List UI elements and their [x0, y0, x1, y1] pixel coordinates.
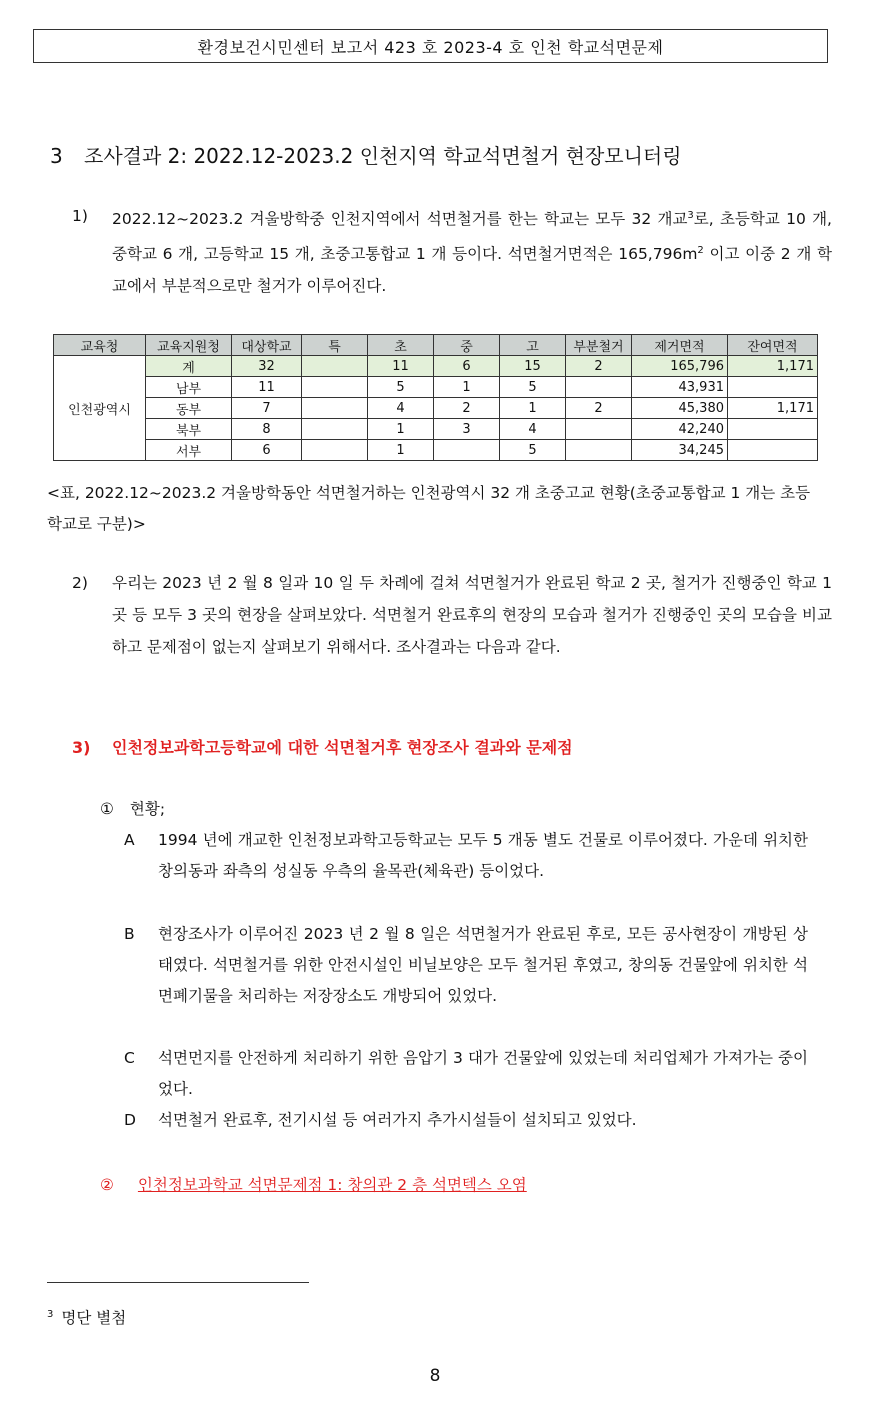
- table-cell: 5: [368, 377, 434, 398]
- status-number: ①: [100, 800, 114, 818]
- table-cell: 6: [434, 356, 500, 377]
- footnote: [47, 1306, 126, 1328]
- table-cell: 2: [566, 356, 632, 377]
- table-cell: 1: [434, 377, 500, 398]
- table-cell: 5: [500, 377, 566, 398]
- table-cell: 1,171: [728, 356, 818, 377]
- table-cell: 42,240: [632, 419, 728, 440]
- table-cell: 11: [368, 356, 434, 377]
- subsection-title: 인천정보과학고등학교에 대한 석면철거후 현장조사 결과와 문제점: [112, 738, 573, 757]
- list-item-text: 석면먼지를 안전하게 처리하기 위한 음압기 3 대가 건물앞에 있었는데 처리업체가 가져가는 중이었다.: [158, 1049, 808, 1098]
- paragraph-1: [72, 200, 832, 300]
- footnote-divider: [47, 1282, 309, 1283]
- table-cell: 3: [434, 419, 500, 440]
- list-item: [124, 919, 824, 1043]
- table-cell: 6: [232, 440, 302, 461]
- table-cell: 1: [500, 398, 566, 419]
- table-cell: [566, 419, 632, 440]
- table-cell: 계: [146, 356, 232, 377]
- footnote-ref[interactable]: 3: [687, 210, 694, 221]
- table-header: 특: [302, 335, 368, 356]
- report-header: [33, 29, 828, 63]
- table-cell: 34,245: [632, 440, 728, 461]
- table-header: 제거면적: [632, 335, 728, 356]
- table-cell: 4: [500, 419, 566, 440]
- table-header-row: [54, 335, 818, 356]
- list-item-label: A: [124, 831, 135, 849]
- list-item-label: D: [124, 1111, 136, 1129]
- table-cell: [302, 440, 368, 461]
- table-cell: 남부: [146, 377, 232, 398]
- table-cell: 2: [434, 398, 500, 419]
- list-item-label: B: [124, 925, 135, 943]
- table-cell: 서부: [146, 440, 232, 461]
- table-cell: [566, 440, 632, 461]
- list-item-label: C: [124, 1049, 135, 1067]
- table-cell: [302, 356, 368, 377]
- table-cell: 북부: [146, 419, 232, 440]
- table-cell: 2: [566, 398, 632, 419]
- footnote-mark: 3: [47, 1308, 54, 1320]
- table-cell: [302, 398, 368, 419]
- table-caption: <표, 2022.12~2023.2 겨울방학동안 석면철거하는 인천광역시 32 개 초중고교 현황(초중교통합교 1 개는 초등학교로 구분)>: [47, 484, 811, 533]
- problem-heading: [100, 1173, 527, 1195]
- table-cell: 1: [368, 419, 434, 440]
- footnote-text: 명단 별첨: [61, 1309, 127, 1327]
- table-row: [54, 377, 818, 398]
- list-item: [124, 1043, 824, 1105]
- paragraph-2: [72, 567, 832, 707]
- table-row: [54, 356, 818, 377]
- table-cell: [728, 440, 818, 461]
- table-cell: [728, 377, 818, 398]
- table-cell: [566, 377, 632, 398]
- status-heading: [100, 797, 165, 819]
- table-cell: 8: [232, 419, 302, 440]
- table-cell: [302, 377, 368, 398]
- table-cell: 11: [232, 377, 302, 398]
- table-cell: [302, 419, 368, 440]
- list-item: [124, 825, 824, 919]
- subsection-number: 3): [72, 738, 91, 757]
- list-item: [124, 1105, 824, 1136]
- report-header-title: 환경보건시민센터 보고서 423 호 2023-4 호 인천 학교석면문제: [197, 37, 664, 57]
- table-cell: 165,796: [632, 356, 728, 377]
- paragraph-2-text: 우리는 2023 년 2 월 8 일과 10 일 두 차례에 걸쳐 석면철거가 완료된 학교 2 곳, 철거가 진행중인 학교 1 곳 등 모두 3 곳의 현장을 살펴보았다. 석면철거 완료후의 현장의 모습과 철거가 진행중인 곳의 모습을 비교하고 문제점이 없는지 살펴보기 위해서다. 조사결과는 다음과 같다.: [112, 574, 832, 656]
- list-item-text: 현장조사가 이루어진 2023 년 2 월 8 일은 석면철거가 완료된 후로, 모든 공사현장이 개방된 상태였다. 석면철거를 위한 안전시설인 비닐보양은 모두 철거된 후였고, 창의동 건물앞에 위치한 석면폐기물을 처리하는 저장장소도 개방되어 있었다.: [158, 925, 808, 1005]
- table-cell: [434, 440, 500, 461]
- table-cell: 동부: [146, 398, 232, 419]
- subsection-heading: [72, 735, 573, 758]
- list-item-text: 1994 년에 개교한 인천정보과학고등학교는 모두 5 개동 별도 건물로 이루어졌다. 가운데 위치한 창의동과 좌측의 성실동 우측의 율목관(체육관) 등이었다.: [158, 831, 808, 880]
- table-cell: 5: [500, 440, 566, 461]
- table-cell: 43,931: [632, 377, 728, 398]
- table-cell: [728, 419, 818, 440]
- page-number: 8: [429, 1366, 441, 1386]
- table-row: [54, 398, 818, 419]
- table-cell: 32: [232, 356, 302, 377]
- section-title: [50, 140, 682, 169]
- table-header: 중: [434, 335, 500, 356]
- status-title: 현황;: [129, 800, 166, 818]
- table-cell: 1,171: [728, 398, 818, 419]
- table-cell: 7: [232, 398, 302, 419]
- section-title-text: 조사결과 2: 2022.12-2023.2 인천지역 학교석면철거 현장모니터링: [84, 144, 682, 168]
- paragraph-1-text: 2022.12~2023.2 겨울방학중 인천지역에서 석면철거를 한는 학교는 모두 32 개교$^3$로, 초등학교 10 개, 중학교 6 개, 고등학교 15 개, 초중고통합교 1 개 등이다. 석면철거면적은 $165,796m^2$ 이고 이중 2 개 학교에서 부분적으로만 철거가 이루어진다.: [112, 210, 832, 296]
- problem-number: ②: [100, 1176, 114, 1194]
- table-cell: 15: [500, 356, 566, 377]
- problem-title: 인천정보과학교 석면문제점 1: 창의관 2 층 석면텍스 오염: [137, 1176, 527, 1194]
- table-header: 교육지원청: [146, 335, 232, 356]
- table-cell: 4: [368, 398, 434, 419]
- table-header: 대상학교: [232, 335, 302, 356]
- table-header: 초: [368, 335, 434, 356]
- section-number: 3: [50, 144, 63, 168]
- table-cell: 45,380: [632, 398, 728, 419]
- list-item-text: 석면철거 완료후, 전기시설 등 여러가지 추가시설들이 설치되고 있었다.: [158, 1111, 637, 1129]
- table-header: 잔여면적: [728, 335, 818, 356]
- office-cell: 인천광역시: [54, 356, 146, 461]
- table-header: 교육청: [54, 335, 146, 356]
- table-header: 고: [500, 335, 566, 356]
- table-cell: 1: [368, 440, 434, 461]
- paragraph-1-number: 1): [72, 207, 88, 225]
- table-row: [54, 419, 818, 440]
- table-header: 부분철거: [566, 335, 632, 356]
- paragraph-2-number: 2): [72, 574, 88, 592]
- table-row: [54, 440, 818, 461]
- square-superscript: 2: [697, 245, 704, 257]
- school-table: [53, 334, 818, 461]
